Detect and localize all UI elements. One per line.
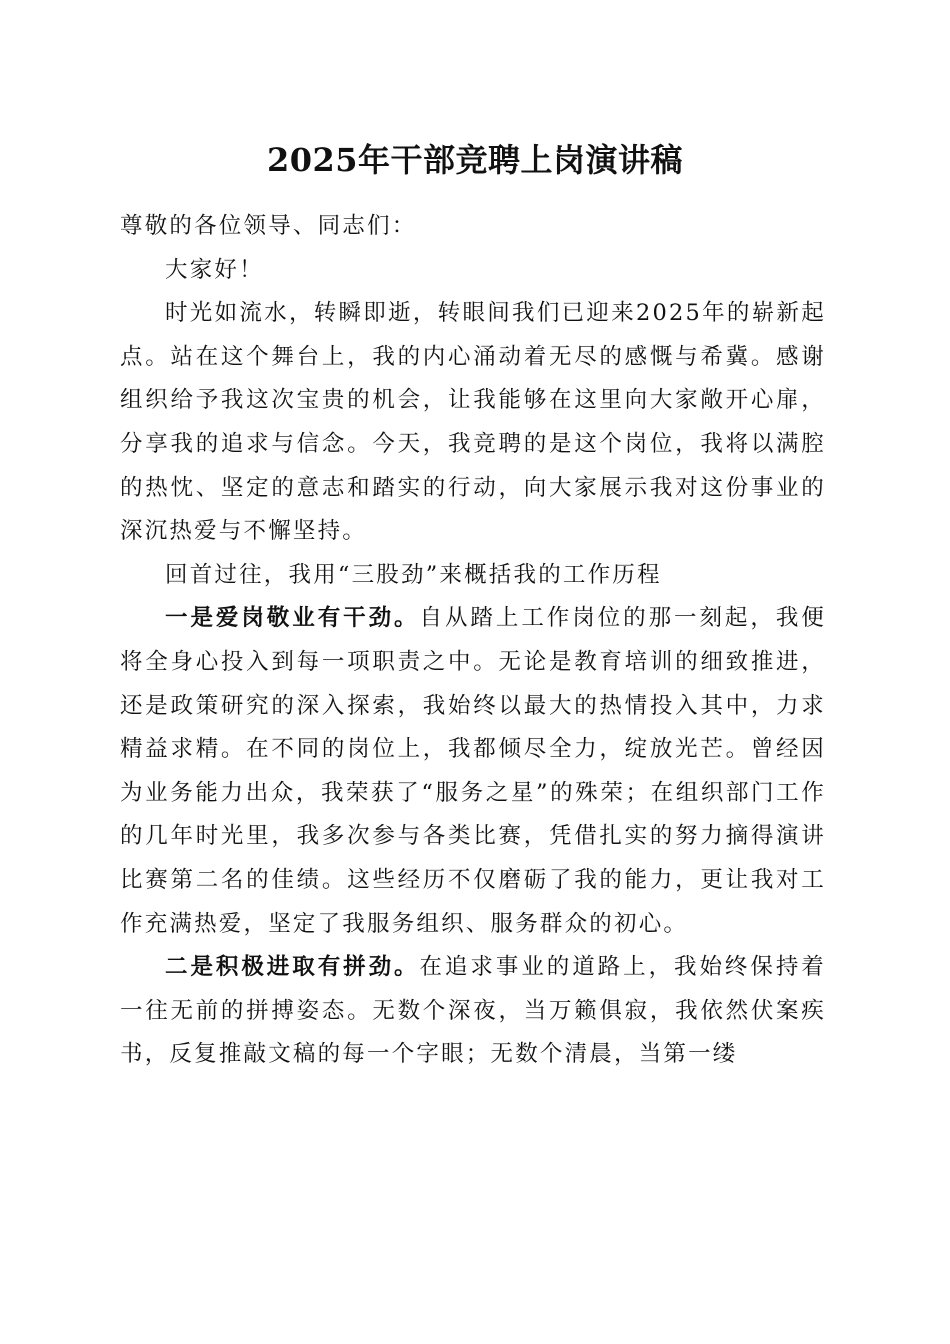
document-title: 2025年干部竞聘上岗演讲稿 xyxy=(266,141,684,179)
paragraph-text: 自从踏上工作岗位的那一刻起，我便将全身心投入到每一项职责之中。无论是教育培训的细致推进，还是政策研究的深入探索，我始终以最大的热情投入其中，力求精益求精。在不同的岗位上，我都倾尽全力，绽放光芒。曾经因为业务能力出众，我荣获了“服务之星”的殊荣；在组织部门工作的几年时光里，我多次参与各类比赛，凭借扎实的努力摘得演讲比赛第二名的佳绩。这些经历不仅磨砺了我的能力，更让我对工作充满热爱，坚定了我服务组织、服务群众的初心。 xyxy=(120,605,826,937)
paragraph-lead: 二是积极进取有拼劲。 xyxy=(165,954,420,981)
paragraph-summary xyxy=(120,554,826,598)
salutation: 尊敬的各位领导、同志们： xyxy=(120,213,417,239)
paragraph-text: 回首过往，我用“三股劲”来概括我的工作历程 xyxy=(165,561,662,588)
paragraph-opening xyxy=(120,292,826,554)
paragraph-text: 在追求事业的道路上，我始终保持着一往无前的拼搏姿态。无数个深夜，当万籁俱寂，我依然伏案疾书，反复推敲文稿的每一个字眼；无数个清晨，当第一缕 xyxy=(120,954,826,1068)
paragraph-point-one xyxy=(120,597,826,946)
paragraph-text: 时光如流水，转瞬即逝，转眼间我们已迎来2025年的崭新起点。站在这个舞台上，我的内心涌动着无尽的感慨与希冀。感谢组织给予我这次宝贵的机会，让我能够在这里向大家敞开心扉，分享我的追求与信念。今天，我竞聘的是这个岗位，我将以满腔的热忱、坚定的意志和踏实的行动，向大家展示我对这份事业的深沉热爱与不懈坚持。 xyxy=(120,300,826,545)
paragraph-point-two xyxy=(120,946,826,1077)
greeting: 大家好！ xyxy=(165,256,264,283)
document-body xyxy=(120,205,826,1077)
paragraph-lead: 一是爱岗敬业有干劲。 xyxy=(165,605,420,632)
